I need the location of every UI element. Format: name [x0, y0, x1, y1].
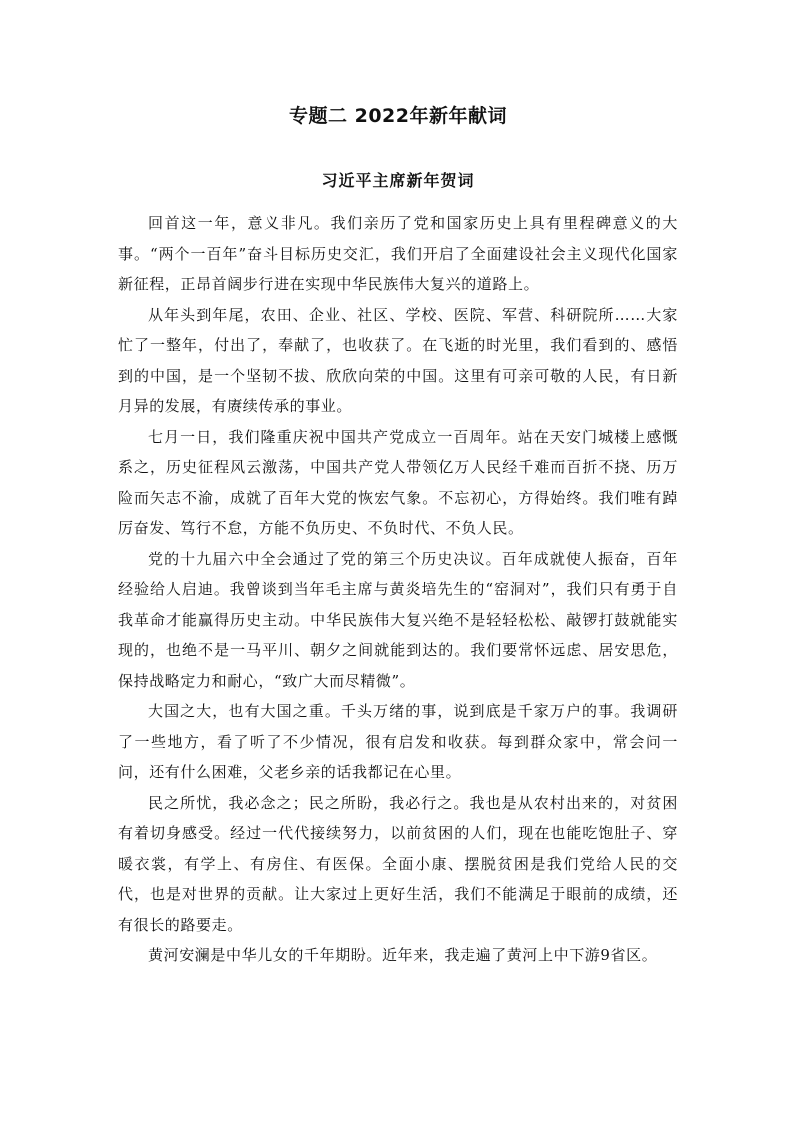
- paragraph: 党的十九届六中全会通过了党的第三个历史决议。百年成就使人振奋，百年经验给人启迪。我曾谈到当年毛主席与黄炎培先生的“窑洞对”，我们只有勇于自我革命才能赢得历史主动。中华民族伟大复兴绝不是轻轻松松、敲锣打鼓就能实现的，也绝不是一马平川、朝夕之间就能到达的。我们要常怀远虑、居安思危，保持战略定力和耐心，“致广大而尽精微”。: [118, 549, 678, 690]
- paragraph: 七月一日，我们隆重庆祝中国共产党成立一百周年。站在天安门城楼上感慨系之，历史征程风云激荡，中国共产党人带领亿万人民经千难而百折不挠、历万险而矢志不渝，成就了百年大党的恢宏气象。不忘初心，方得始终。我们唯有踔厉奋发、笃行不怠，方能不负历史、不负时代、不负人民。: [118, 427, 678, 537]
- document-subtitle: 习近平主席新年贺词: [321, 171, 475, 190]
- paragraph: 从年头到年尾，农田、企业、社区、学校、医院、军营、科研院所……大家忙了一整年，付出了，奉献了，也收获了。在飞逝的时光里，我们看到的、感悟到的中国，是一个坚韧不拔、欣欣向荣的中国。这里有可亲可敬的人民，有日新月异的发展，有赓续传承的事业。: [118, 305, 678, 415]
- document-title: 专题二 2022年新年献词: [289, 105, 507, 127]
- paragraph: 黄河安澜是中华儿女的千年期盼。近年来，我走遍了黄河上中下游9省区。: [148, 946, 658, 964]
- paragraph: 回首这一年，意义非凡。我们亲历了党和国家历史上具有里程碑意义的大事。“两个一百年”奋斗目标历史交汇，我们开启了全面建设社会主义现代化国家新征程，正昂首阔步行进在实现中华民族伟大复兴的道路上。: [118, 214, 678, 293]
- paragraph: 民之所忧，我必念之；民之所盼，我必行之。我也是从农村出来的，对贫困有着切身感受。经过一代代接续努力，以前贫困的人们，现在也能吃饱肚子、穿暖衣裳，有学上、有房住、有医保。全面小康、摆脱贫困是我们党给人民的交代，也是对世界的贡献。让大家过上更好生活，我们不能满足于眼前的成绩，还有很长的路要走。: [118, 793, 678, 934]
- paragraph: 大国之大，也有大国之重。千头万绪的事，说到底是千家万户的事。我调研了一些地方，看了听了不少情况，很有启发和收获。每到群众家中，常会问一问，还有什么困难，父老乡亲的话我都记在心里。: [118, 702, 678, 781]
- document-body: [118, 100, 678, 971]
